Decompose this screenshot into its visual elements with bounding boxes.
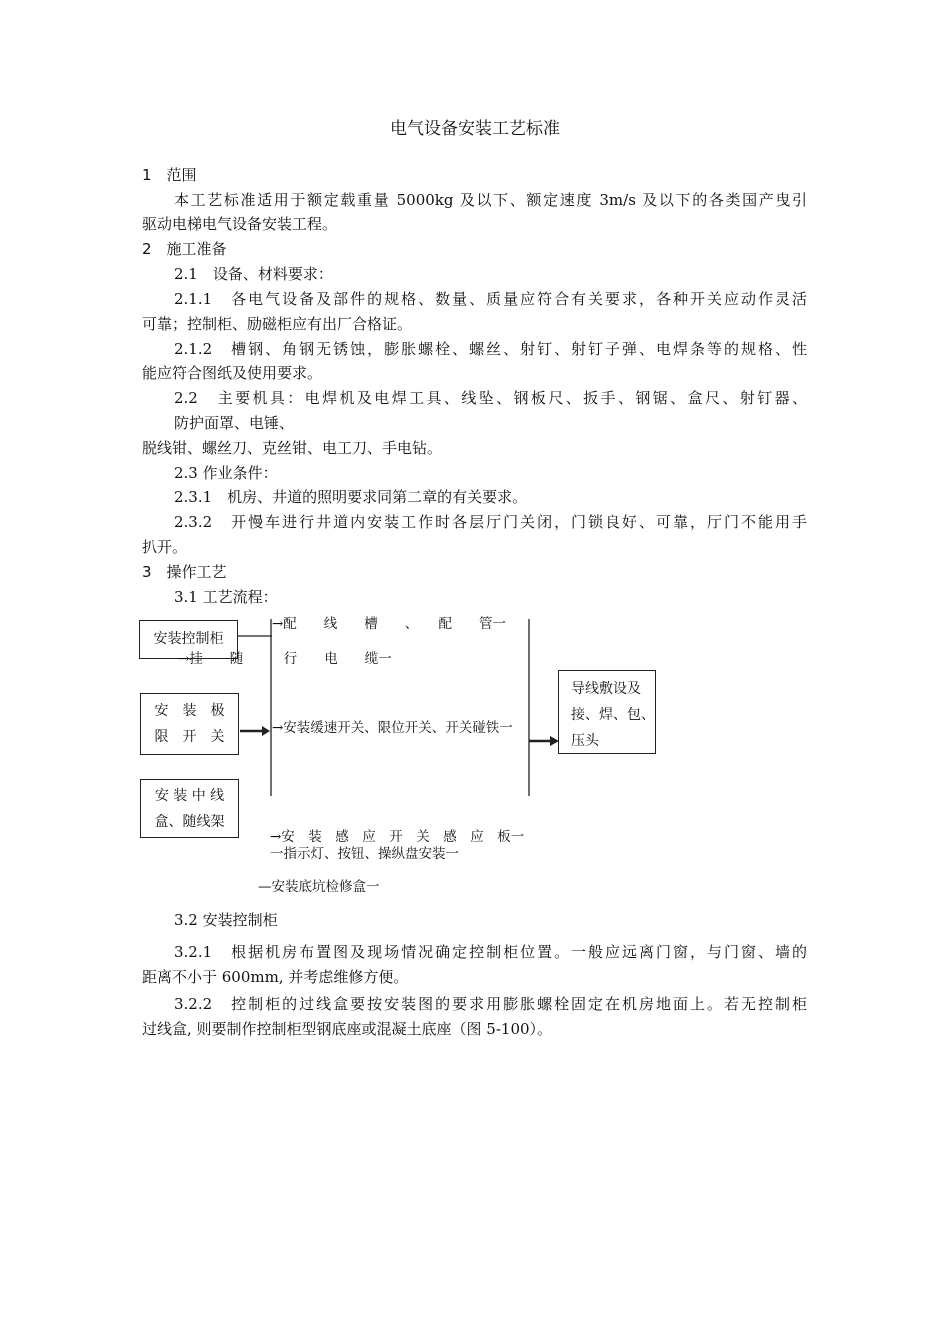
flow-box-3-line-1: 安 装 中 线 (154, 788, 225, 804)
section-1-paragraph-line-2: 驱动电梯电气设备安装工程。 (142, 215, 338, 233)
section-2-3: 2.3 作业条件： (174, 464, 278, 482)
section-3-1: 3.1 工艺流程： (174, 588, 278, 606)
flow-box-right-line-2: 接、焊、包、 (571, 707, 655, 723)
section-2-2-line-3: 脱线钳、螺丝刀、克丝钳、电工刀、手电钻。 (142, 439, 443, 457)
document-title: 电气设备安装工艺标准 (390, 119, 560, 139)
section-1-paragraph-line-1: 本工艺标准适用于额定载重量 5000kg 及以下、额定速度 3m/s 及以下的各类国产曳引 (174, 191, 807, 209)
section-2-1-2-line-1: 2.1.2 槽钢、角钢无锈蚀，膨胀螺栓、螺丝、射钉、射钉子弹、电焊条等的规格、性 (174, 340, 807, 358)
flow-box-wiring (558, 670, 656, 754)
flow-box-2-line-1: 安 装 极 (154, 703, 225, 719)
section-2-3-2-line-1: 2.3.2 开慢车进行井道内安装工作时各层厅门关闭，门锁良好、可靠，厅门不能用手 (174, 513, 807, 531)
section-2-3-1: 2.3.1 机房、井道的照明要求同第二章的有关要求。 (174, 488, 528, 506)
section-3-2-2-line-2: 过线盒, 则要制作控制柜型钢底座或混凝土底座（图 5-100）。 (142, 1020, 553, 1038)
section-2-1-1-line-2: 可靠；控制柜、励磁柜应有出厂合格证。 (142, 315, 413, 333)
flow-box-right-line-3: 压头 (571, 733, 599, 749)
flow-box-install-limit-switch (140, 693, 239, 755)
flow-box-1-label: 安装控制柜 (153, 631, 224, 647)
section-3-2-2-line-1: 3.2.2 控制柜的过线盒要按安装图的要求用膨胀螺栓固定在机房地面上。若无控制柜 (174, 995, 807, 1013)
section-2-1: 2.1 设备、材料要求： (174, 265, 333, 283)
flow-box-install-junction-box (140, 779, 239, 838)
flow-item-1-line-2: →挂 随 行 电 缆一 (178, 651, 392, 667)
flow-item-1-line-1: →配 线 槽 、 配 管一 (272, 616, 507, 632)
section-3-2-1-line-1: 3.2.1 根据机房布置图及现场情况确定控制柜位置。一般应远离门窗，与门窗、墙的 (174, 943, 807, 961)
section-2-3-2-line-2: 扒开。 (142, 538, 188, 556)
section-2-heading: 2 施工准备 (142, 240, 227, 258)
section-1-heading: 1 范围 (142, 166, 197, 184)
section-2-1-1-line-1: 2.1.1 各电气设备及部件的规格、数量、质量应符合有关要求，各种开关应动作灵活 (174, 290, 807, 308)
flow-item-3-line-2: 一指示灯、按钮、操纵盘安装一 (270, 846, 459, 862)
section-2-2-line-2: 防护面罩、电锤、 (174, 414, 295, 432)
section-3-2: 3.2 安装控制柜 (174, 911, 278, 929)
flow-item-2: →安装缓速开关、限位开关、开关碰铁一 (272, 720, 513, 736)
section-3-heading: 3 操作工艺 (142, 563, 227, 581)
section-2-1-2-line-2: 能应符合图纸及使用要求。 (142, 364, 323, 382)
section-2-2-line-1: 2.2 主要机具：电焊机及电焊工具、线坠、钢板尺、扳手、钢锯、盒尺、射钉器、 (174, 389, 807, 407)
section-3-2-1-line-2: 距离不小于 600mm, 并考虑维修方便。 (142, 968, 409, 986)
flow-item-4: —安装底坑检修盒一 (258, 879, 380, 895)
flow-box-right-line-1: 导线敷设及 (571, 681, 641, 697)
flow-item-3-line-1: →安 装 感 应 开 关 感 应 板一 (270, 829, 525, 845)
flow-box-3-line-2: 盒、随线架 (154, 814, 225, 830)
flow-box-2-line-2: 限 开 关 (154, 729, 225, 745)
